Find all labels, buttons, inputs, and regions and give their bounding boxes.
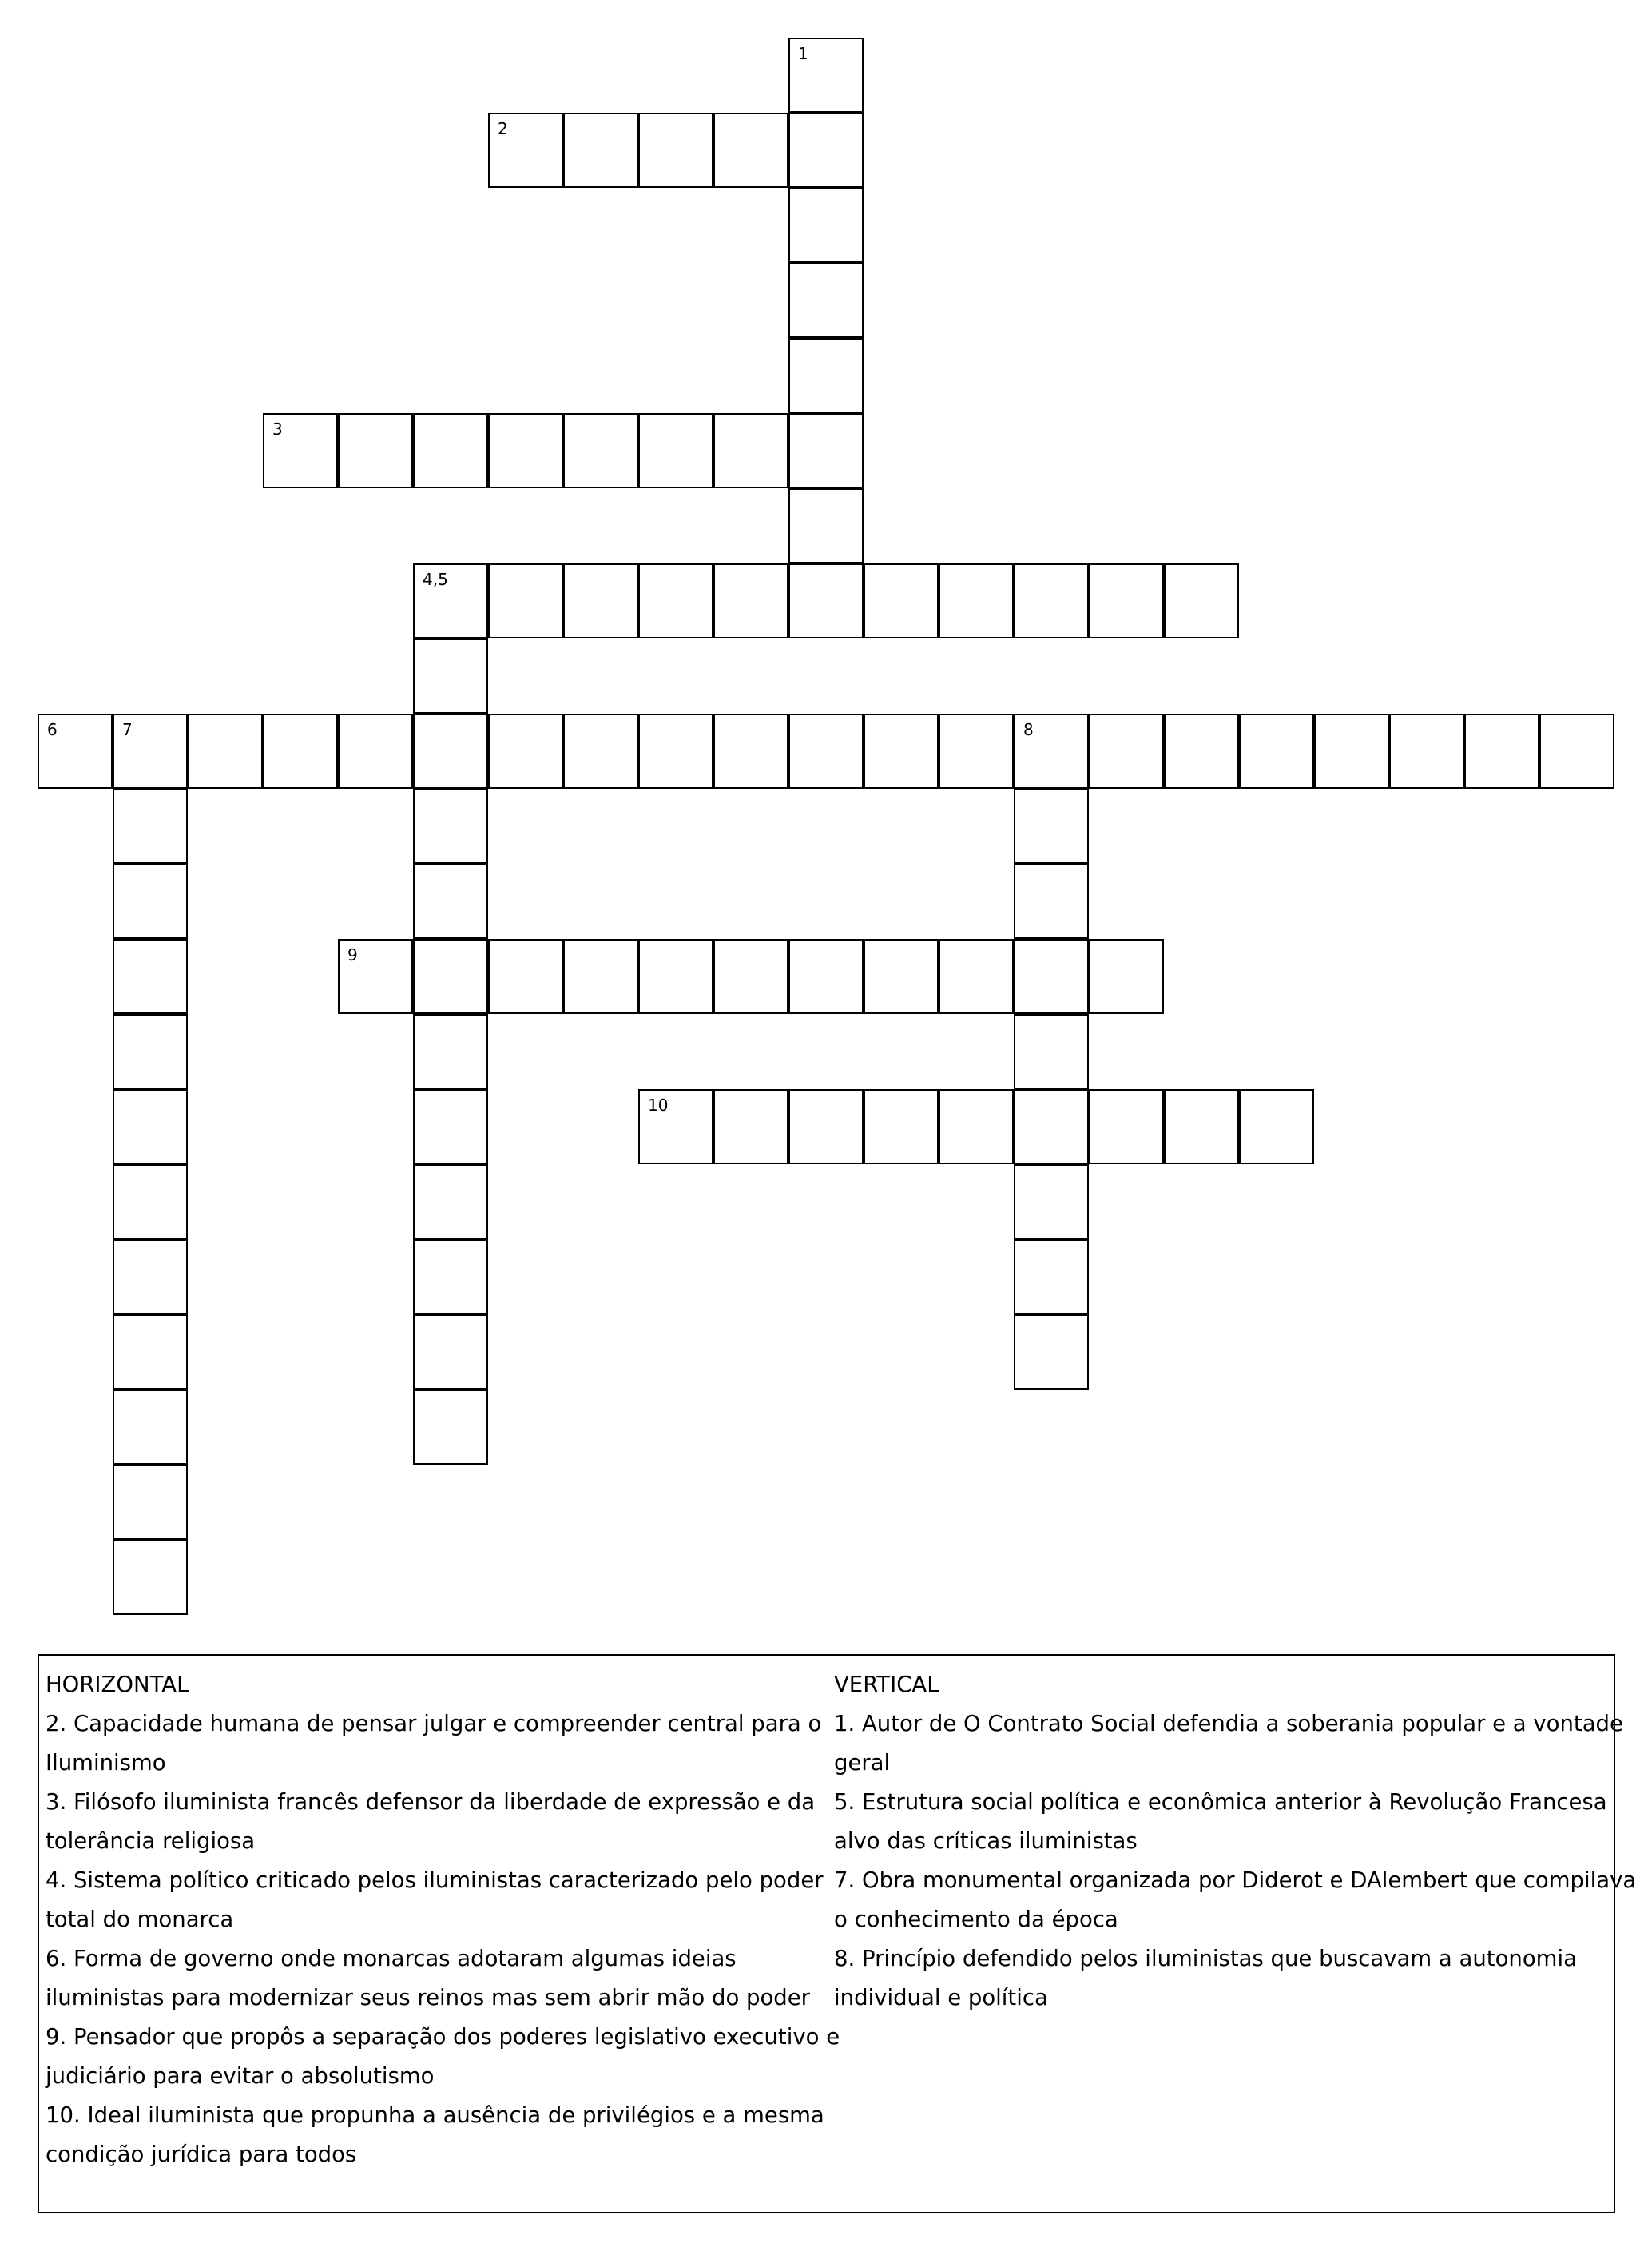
clue-line: 1. Autor de O Contrato Social defendia a soberania popular e a vontade: [834, 1711, 1623, 1736]
grid-cell[interactable]: [563, 939, 638, 1014]
clue-line: 6. Forma de governo onde monarcas adotaram algumas ideias: [46, 1946, 737, 1971]
grid-cell[interactable]: [413, 939, 488, 1014]
clue-number: 6: [47, 720, 58, 739]
clue-line: Iluminismo: [46, 1750, 166, 1776]
grid-cell[interactable]: [338, 714, 413, 789]
grid-cell[interactable]: [1164, 563, 1239, 638]
grid-cell[interactable]: [1014, 789, 1089, 864]
grid-cell[interactable]: [1164, 714, 1239, 789]
grid-cell[interactable]: [638, 939, 713, 1014]
clue-line: geral: [834, 1750, 891, 1776]
clue-line: total do monarca: [46, 1907, 234, 1932]
grid-cell[interactable]: [413, 714, 488, 789]
clue-line: 5. Estrutura social política e econômica anterior à Revolução Francesa: [834, 1789, 1607, 1815]
grid-cell[interactable]: [1014, 1239, 1089, 1314]
grid-cell[interactable]: [413, 1314, 488, 1390]
clue-line: judiciário para evitar o absolutismo: [46, 2063, 435, 2089]
grid-cell[interactable]: [113, 1390, 188, 1465]
grid-cell[interactable]: [563, 714, 638, 789]
grid-cell[interactable]: [1314, 714, 1389, 789]
grid-cell[interactable]: [939, 1089, 1014, 1164]
grid-cell[interactable]: [713, 563, 788, 638]
grid-cell[interactable]: [939, 714, 1014, 789]
grid-cell[interactable]: [638, 1089, 713, 1164]
grid-cell[interactable]: [113, 1314, 188, 1390]
grid-cell[interactable]: [638, 113, 713, 188]
grid-cell[interactable]: [263, 714, 338, 789]
grid-cell[interactable]: [1014, 864, 1089, 939]
grid-cell[interactable]: [1089, 714, 1164, 789]
grid-cell[interactable]: [1014, 939, 1089, 1014]
grid-cell[interactable]: [713, 714, 788, 789]
grid-cell[interactable]: [413, 1390, 488, 1465]
grid-cell[interactable]: [864, 1089, 939, 1164]
clue-line: 7. Obra monumental organizada por Diderot e DAlembert que compilava: [834, 1867, 1637, 1893]
grid-cell[interactable]: [939, 563, 1014, 638]
grid-cell[interactable]: [1239, 1089, 1314, 1164]
grid-cell[interactable]: [113, 1465, 188, 1540]
grid-cell[interactable]: [1014, 1164, 1089, 1239]
grid-cell[interactable]: [338, 413, 413, 488]
grid-cell[interactable]: [413, 1014, 488, 1089]
grid-cell[interactable]: [864, 714, 939, 789]
grid-cell[interactable]: [488, 413, 563, 488]
grid-cell[interactable]: [563, 113, 638, 188]
clue-number: 7: [122, 720, 133, 739]
clue-number: 9: [347, 945, 358, 964]
clue-line: 9. Pensador que propôs a separação dos poderes legislativo executivo e: [46, 2024, 840, 2050]
grid-cell[interactable]: [713, 1089, 788, 1164]
vertical-clues: [834, 1665, 1637, 2018]
grid-cell[interactable]: [1164, 1089, 1239, 1164]
grid-cell[interactable]: [1089, 939, 1164, 1014]
grid-cell[interactable]: [563, 563, 638, 638]
grid-cell[interactable]: [788, 939, 864, 1014]
grid-cell[interactable]: [113, 939, 188, 1014]
clue-number: 10: [648, 1096, 669, 1115]
grid-cell[interactable]: [413, 789, 488, 864]
grid-cell[interactable]: [788, 338, 864, 413]
grid-cell[interactable]: [338, 939, 413, 1014]
grid-cell[interactable]: [788, 714, 864, 789]
grid-cell[interactable]: [864, 563, 939, 638]
grid-cell[interactable]: [488, 113, 563, 188]
clue-line: 8. Princípio defendido pelos iluministas que buscavam a autonomia: [834, 1946, 1577, 1971]
grid-cell[interactable]: [1014, 714, 1089, 789]
grid-cell[interactable]: [1014, 1089, 1089, 1164]
grid-cell[interactable]: [563, 413, 638, 488]
grid-cell[interactable]: [188, 714, 263, 789]
clue-number: 2: [498, 119, 508, 138]
grid-cell[interactable]: [113, 1089, 188, 1164]
grid-cell[interactable]: [1539, 714, 1614, 789]
grid-cell[interactable]: [113, 1014, 188, 1089]
grid-cell[interactable]: [1089, 563, 1164, 638]
grid-cell[interactable]: [413, 1164, 488, 1239]
clue-number: 3: [272, 420, 283, 439]
grid-cell[interactable]: [413, 413, 488, 488]
grid-cell[interactable]: [939, 939, 1014, 1014]
grid-cell[interactable]: [1014, 563, 1089, 638]
clue-line: individual e política: [834, 1985, 1048, 2010]
horizontal-heading: HORIZONTAL: [46, 1672, 189, 1697]
clue-number: 4,5: [423, 570, 448, 589]
grid-cell[interactable]: [713, 113, 788, 188]
clue-box: [38, 1654, 1637, 2213]
grid-cell[interactable]: [413, 638, 488, 714]
grid-cell[interactable]: [1014, 1314, 1089, 1390]
grid-cell[interactable]: [788, 188, 864, 263]
grid-cell[interactable]: [788, 413, 864, 488]
grid-cell[interactable]: [864, 939, 939, 1014]
grid-cell[interactable]: [638, 563, 713, 638]
grid-cell[interactable]: [113, 1164, 188, 1239]
clue-line: iluministas para modernizar seus reinos mas sem abrir mão do poder: [46, 1985, 810, 2010]
grid-cell[interactable]: [713, 413, 788, 488]
grid-cell[interactable]: [788, 38, 864, 113]
grid-cell[interactable]: [788, 1089, 864, 1164]
grid-cell[interactable]: [413, 1239, 488, 1314]
clue-line: 3. Filósofo iluminista francês defensor da liberdade de expressão e da: [46, 1789, 816, 1815]
grid-cell[interactable]: [1014, 1014, 1089, 1089]
horizontal-clues: [46, 1665, 840, 2174]
grid-cell[interactable]: [1239, 714, 1314, 789]
grid-cell[interactable]: [1389, 714, 1464, 789]
grid-cell[interactable]: [638, 714, 713, 789]
clue-line: 2. Capacidade humana de pensar julgar e compreender central para o: [46, 1711, 822, 1736]
clue-line: 4. Sistema político criticado pelos iluministas caracterizado pelo poder: [46, 1867, 824, 1893]
grid-cell[interactable]: [713, 939, 788, 1014]
grid-cell[interactable]: [38, 714, 113, 789]
clue-line: o conhecimento da época: [834, 1907, 1118, 1932]
vertical-heading: VERTICAL: [834, 1672, 939, 1697]
clue-number: 8: [1023, 720, 1034, 739]
clue-line: tolerância religiosa: [46, 1828, 256, 1854]
clue-number: 1: [798, 44, 808, 63]
grid-cell[interactable]: [788, 563, 864, 638]
clue-line: alvo das críticas iluministas: [834, 1828, 1138, 1854]
grid-cell[interactable]: [113, 1540, 188, 1615]
grid-cell[interactable]: [113, 1239, 188, 1314]
grid-cell[interactable]: [113, 714, 188, 789]
grid-cell[interactable]: [413, 563, 488, 638]
grid-cell[interactable]: [1089, 1089, 1164, 1164]
grid-cell[interactable]: [488, 714, 563, 789]
grid-cell[interactable]: [413, 864, 488, 939]
grid-cell[interactable]: [788, 488, 864, 563]
clue-line: condição jurídica para todos: [46, 2142, 357, 2167]
grid-cell[interactable]: [413, 1089, 488, 1164]
clue-line: 10. Ideal iluminista que propunha a ausência de privilégios e a mesma: [46, 2102, 824, 2128]
grid-cell[interactable]: [788, 113, 864, 188]
grid-cell[interactable]: [788, 263, 864, 338]
grid-cell[interactable]: [488, 563, 563, 638]
grid-cell[interactable]: [1464, 714, 1539, 789]
grid-cell[interactable]: [113, 864, 188, 939]
grid-cell[interactable]: [113, 789, 188, 864]
grid-cell[interactable]: [488, 939, 563, 1014]
grid-cell[interactable]: [638, 413, 713, 488]
grid-cell[interactable]: [263, 413, 338, 488]
